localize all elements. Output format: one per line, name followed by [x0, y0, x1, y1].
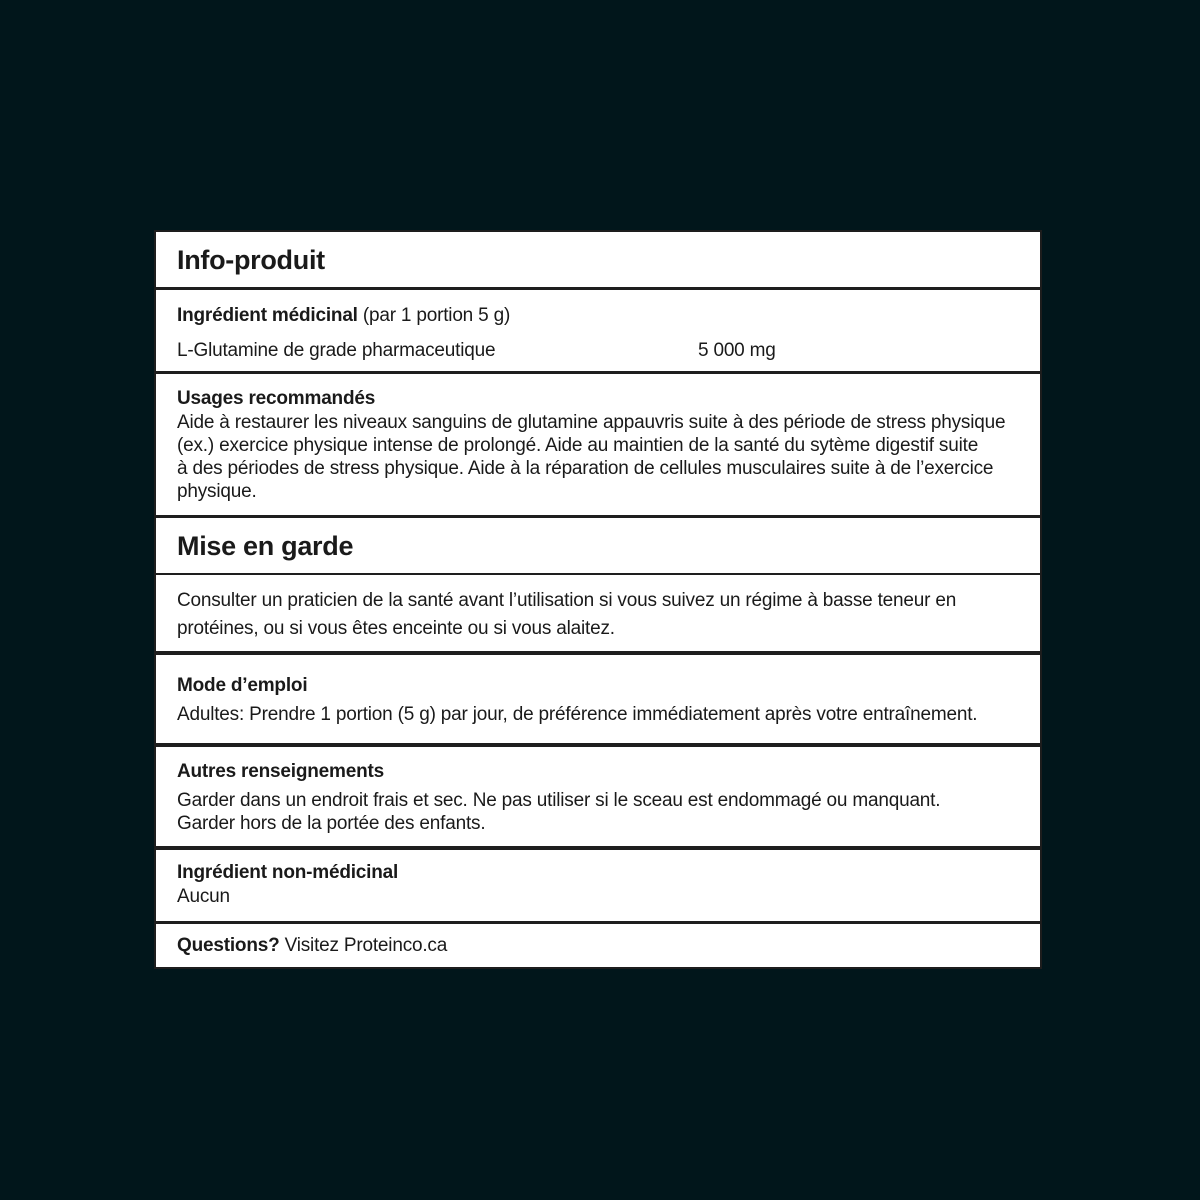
directions-text: Adultes: Prendre 1 portion (5 g) par jour, de préférence immédiatement après votre entraînement.: [177, 704, 978, 725]
questions-section: [156, 924, 1040, 969]
info-section: [156, 232, 1040, 288]
warning-line: protéines, ou si vous êtes enceinte ou si vous alaitez.: [177, 618, 615, 639]
ingredient-heading-line: [177, 304, 510, 327]
warning-title: Mise en garde: [177, 531, 354, 561]
info-title: Info-produit: [177, 245, 325, 275]
warning-header-section: [156, 518, 1040, 573]
medicinal-ingredient-section: [156, 290, 1040, 370]
questions-text: Visitez Proteinco.ca: [279, 935, 448, 956]
usages-line: à des périodes de stress physique. Aide à la réparation de cellules musculaires suite à de l’exercice: [177, 458, 994, 479]
other-line: Garder hors de la portée des enfants.: [177, 813, 486, 834]
other-line: Garder dans un endroit frais et sec. Ne pas utiliser si le sceau est endommagé ou manquant.: [177, 790, 941, 811]
questions-label: Questions?: [177, 935, 280, 956]
usages-line: (ex.) exercice physique intense de prolongé. Aide au maintien de la santé du sytème digestif suite: [177, 435, 979, 456]
usages-section: [156, 374, 1040, 514]
usages-line: physique.: [177, 481, 257, 502]
ingredient-heading: Ingrédient médicinal: [177, 305, 358, 326]
ingredient-portion: (par 1 portion 5 g): [357, 305, 511, 326]
product-info-panel: [154, 230, 1042, 969]
non-medicinal-section: [156, 850, 1040, 922]
ingredient-amount: 5 000 mg: [698, 340, 776, 361]
questions-line: [177, 934, 447, 957]
other-heading: Autres renseignements: [177, 761, 384, 782]
directions-heading: Mode d’emploi: [177, 675, 308, 696]
usages-heading: Usages recommandés: [177, 388, 376, 409]
other-info-section: [156, 747, 1040, 847]
nonmed-heading: Ingrédient non-médicinal: [177, 862, 399, 883]
warning-section: [156, 575, 1040, 651]
nonmed-text: Aucun: [177, 886, 230, 907]
usages-line: Aide à restaurer les niveaux sanguins de glutamine appauvris suite à des période de stress physique: [177, 412, 1006, 433]
warning-line: Consulter un praticien de la santé avant l’utilisation si vous suivez un régime à basse teneur en: [177, 590, 957, 611]
directions-section: [156, 655, 1040, 743]
ingredient-name: L-Glutamine de grade pharmaceutique: [177, 340, 496, 361]
